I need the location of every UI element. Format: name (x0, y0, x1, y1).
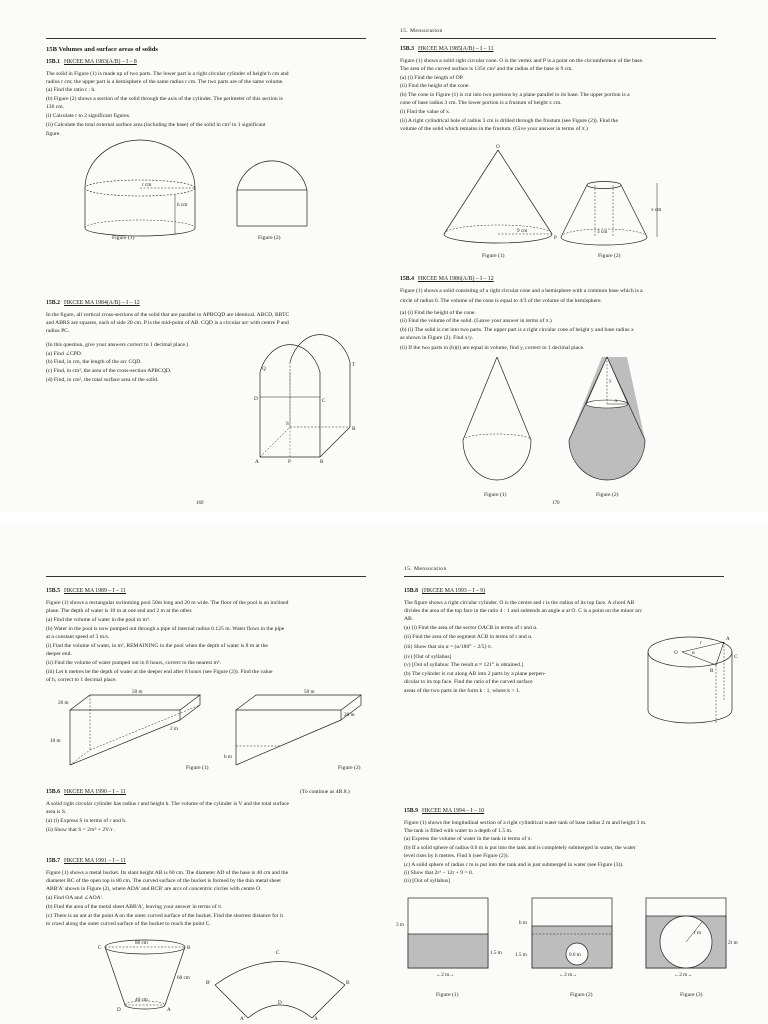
label-deep: 10 m (50, 738, 61, 744)
text-line: divides the area of the top face in the ratio 4 : 1 and subtends an angle α at O. C is a point on the minor arc (404, 608, 643, 614)
text-line: (b) Figure (2) shows a section of the solid through the axis of the cylinder. The perimeter of this section is (46, 96, 283, 102)
question-source: (HKCEE MA 1993 – I – 9) (422, 588, 486, 594)
text-line: of h, correct to 1 decimal place. (46, 677, 117, 683)
text-line: to crawl along the outer curved surface of the bucket to reach the point C. (46, 921, 211, 927)
label-C2: C (276, 950, 280, 956)
question-heading (46, 59, 137, 65)
question-heading (46, 858, 126, 864)
label-width: 20 m (344, 712, 355, 718)
top-rule (46, 576, 366, 577)
page-171 (0, 522, 384, 1024)
label-C: C (734, 654, 738, 660)
running-head: 15. Mensuration (400, 28, 443, 34)
label-B2: B (346, 980, 350, 986)
text-line: (b) If a solid sphere of radius 0.6 m is put into the tank and is completely submerged in water, the water (404, 845, 636, 851)
text-line: (c) Find, in cm², the area of the cross-section APBCQD. (46, 368, 172, 374)
label-length: 50 m (304, 689, 315, 695)
label-B: B (710, 668, 714, 674)
label-T: T (352, 362, 356, 368)
text-line: (ii) Find the area of the segment ACB in terms of r and α. (404, 634, 533, 640)
label-depth: 1.5 m (515, 952, 527, 958)
continuation-note: (To continue as 4B.8.) (300, 789, 350, 795)
question-heading (46, 588, 126, 594)
question-heading (400, 276, 494, 282)
tank-figure-3 (636, 894, 741, 979)
text-line: dicular to its top face. Find the ratio of the curved surface (404, 679, 533, 685)
question-number: 15B.9 (404, 808, 419, 814)
figure-3-caption: Figure (3) (680, 992, 703, 998)
label-depth: 1.5 m (490, 950, 502, 956)
page-170 (384, 0, 768, 512)
text-line: circle of radius 6. The volume of the cone is equal to 4/3 of the volume of the hemisphere. (400, 298, 602, 304)
question-source: HKCEE MA 1984(A/B) – I – 12 (64, 300, 140, 306)
text-line: radius PC. (46, 328, 70, 334)
text-line: (d) Find, in cm², the total surface area of the solid. (46, 377, 159, 383)
text-line: diameter BC of the open top is 80 cm. The curved surface of the bucket is formed by the thin metal sheet (46, 878, 281, 884)
figure-2-caption: Figure (2) (596, 492, 619, 498)
figure-1-caption: Figure (1) (112, 235, 135, 241)
label-top-diameter: 80 cm (135, 940, 148, 946)
label-A: A (255, 459, 259, 465)
text-line: Figure (1) shows the longitudinal section of a right cylindrical water tank of base radius 2 m and height 3 m. (404, 820, 647, 826)
label-B: B (320, 459, 324, 465)
text-line: plane. The depth of water is 10 m at one end and 2 m at the other. (46, 608, 193, 614)
question-heading (404, 808, 484, 814)
figure-1-caption: Figure (1) (186, 765, 209, 771)
question-source: HKCEE MA 1986(A/B) – I – 12 (418, 276, 494, 282)
text-line: The tank is filled with water to a depth of 1.5 m. (404, 828, 513, 834)
label-A: A (726, 636, 730, 642)
figure-2-caption: Figure (2) (598, 253, 621, 259)
label-length: 50 m (132, 689, 143, 695)
label-radius: 9 cm (517, 228, 528, 234)
label-h: h cm (177, 202, 188, 208)
label-r: r (700, 640, 702, 646)
label-A-prime: A' (240, 1016, 245, 1022)
label-A: A (167, 1007, 171, 1013)
label-base-diameter: 40 cm (135, 997, 148, 1003)
label-O: O (674, 650, 678, 656)
text-line: radius r cm; the upper part is a hemisphere of the same radius r cm. The two parts are of the same volume. (46, 79, 284, 85)
label-S: S (286, 421, 289, 427)
text-line: figure. (46, 131, 61, 137)
text-line: The figure shows a right circular cylinder. O is the centre and r is the radius of its top face. A chord AB (404, 600, 635, 606)
label-Q: Q (262, 366, 266, 372)
top-rule (46, 38, 366, 39)
pool-figure-1 (50, 690, 210, 770)
figure-1-caption: Figure (1) (482, 253, 505, 259)
text-line: (In this question, give your answers correct to 1 decimal place.) (46, 342, 189, 348)
text-line: (i) Find the volume of water, in m², REMAINING in the pool when the depth of water is 8 m at the (46, 643, 268, 649)
label-h: h m (224, 754, 232, 760)
label-shallow: 2 m (170, 726, 178, 732)
label-sphere: 0.6 m (569, 952, 581, 958)
label-slant: 60 cm (177, 975, 190, 981)
text-line: (ii) Find the height of the cone. (400, 83, 470, 89)
text-line: Figure (1) shows a rectangular swimming pool 50m long and 20 m wide. The floor of the pool is an inclined (46, 600, 289, 606)
figure-1-caption: Figure (1) (484, 492, 507, 498)
text-line: (a) (i) Find the height of the cone. (400, 310, 476, 316)
tank-figure-1 (398, 894, 503, 979)
label-O: O (496, 144, 500, 150)
question-number: 15B.5 (46, 588, 61, 594)
page-number: 170 (552, 501, 560, 506)
text-line: (c) A solid sphere of radius r m is put into the tank and is just submerged in water (see Figure (3)). (404, 862, 624, 868)
question-heading (404, 588, 485, 594)
label-B-prime: B' (206, 980, 211, 986)
text-line: (a) Find the ratio r : h. (46, 87, 96, 93)
top-rule (404, 576, 724, 577)
section-title: 15B Volumes and surface areas of solids (46, 46, 158, 53)
question-number: 15B.4 (400, 276, 415, 282)
question-number: 15B.3 (400, 46, 415, 52)
text-line: (ii) If the two parts in (b)(i) are equal in volume, find y, correct to 1 decimal place. (400, 345, 585, 351)
page-172 (384, 522, 768, 1024)
text-line: (b) The cone in Figure (1) is cut into two portions by a plane parallel to its base. The upper portion is a (400, 92, 630, 98)
label-width: ←2 m→ (559, 972, 578, 978)
text-line: (ii) Find the volume of the solid. (Leave your answer in terms of π.) (400, 318, 552, 324)
label-r: r cm (142, 182, 152, 188)
text-line: (c) There is an ant at the point A on the outer curved surface of the bucket. Find the shortest distance for it (46, 913, 284, 919)
label-D: D (117, 1007, 121, 1013)
text-line: (v) [Out of syllabus: The result α ≈ 121° is obtained.] (404, 662, 524, 668)
cylinder-chord-figure (642, 630, 742, 725)
text-line: (ii) A right cylindrical hole of radius 3 cm is drilled through the frustum (see Figure (2)). Find the (400, 118, 618, 124)
text-line: 136 cm. (46, 104, 65, 110)
text-line: level rises by h metres. Find h (see Figure (2)). (404, 853, 509, 859)
label-alpha: α (692, 650, 695, 656)
label-C: C (98, 945, 102, 951)
text-line: AB. (404, 616, 414, 622)
label-P: P (288, 459, 291, 465)
text-line: (a) Find the volume of water in the pool in m³. (46, 617, 151, 623)
label-width: ←2 m→ (436, 972, 455, 978)
label-y: y (609, 378, 612, 384)
text-line: areas of the two parts in the form k : 1, where k > 1. (404, 688, 521, 694)
text-line: (a) Find ∠CPD. (46, 351, 83, 357)
label-x: x (615, 398, 618, 404)
text-line: (ii) Calculate the total external surface area (including the base) of the solid in cm² to 1 significant (46, 122, 266, 128)
text-line: Figure (1) shows a solid right circular cone. O is the vertex and P is a point on the circumference of the base. (400, 58, 644, 64)
question-source: HKCEE MA 1983(A/B) – I – 8 (64, 59, 137, 65)
label-B: B (187, 945, 191, 951)
label-h: h m (519, 920, 527, 926)
cone-hemisphere-figure-2 (569, 352, 664, 487)
cone-hemisphere-figure-1 (459, 352, 539, 487)
label-height: 3 m (396, 922, 404, 928)
text-line: (a) (i) Find the area of the sector OACB in terms of r and α. (404, 625, 538, 631)
question-source: HKCEE MA 1994 – I – 10 (422, 808, 485, 814)
text-line: (iii) Let h metres be the depth of water at the deeper end after 8 hours (see Figure (2)). Find the value (46, 669, 273, 675)
question-heading (46, 300, 140, 306)
question-source: HKCEE MA 1985(A/B) – I – 11 (418, 46, 494, 52)
label-width: 20 m (58, 700, 69, 706)
question-number: 15B.2 (46, 300, 61, 306)
label-hole-radius: 3 cm (597, 229, 608, 235)
label-R: R (352, 426, 356, 432)
text-line: (ii) Find the volume of water pumped out in 8 hours, correct to the nearest m³. (46, 660, 221, 666)
text-line: A solid right circular cylinder has radius r and height h. The volume of the cylinder is V and the total surface (46, 801, 289, 807)
page-gutter (0, 512, 768, 522)
text-line: area is S. (46, 809, 67, 815)
question-source: HKCEE MA 1991 – I – 11 (64, 858, 126, 864)
text-line: (b) Find the area of the metal sheet ABB'A', leaving your answer in terms of π. (46, 904, 223, 910)
text-line: Figure (1) shows a metal bucket. Its slant height AB is 60 cm. The diameter AD of the base is 40 cm and the (46, 870, 289, 876)
text-line: Figure (1) shows a solid consisting of a right circular cone and a hemisphere with a common base which is a (400, 288, 643, 294)
text-line: at a constant speed of 3 m/s. (46, 634, 110, 640)
text-line: The solid in Figure (1) is made up of two parts. The lower part is a right circular cylinder of height h cm and (46, 71, 289, 77)
label-r: r m (694, 930, 702, 936)
tank-figure-2 (517, 894, 622, 979)
question-number: 15B.7 (46, 858, 61, 864)
label-x: x cm (651, 207, 662, 213)
question-number: 15B.8 (404, 588, 419, 594)
question-number: 15B.1 (46, 59, 61, 65)
hemisphere-section-figure-2 (235, 150, 310, 230)
text-line: (i) Show that 2r³ − 12r + 9 = 0. (404, 870, 474, 876)
text-line: and ABRS are squares, each of side 20 cm. P is the mid-point of AB. CQD is a circular arc with centre P and (46, 320, 289, 326)
text-line: (b) (i) The solid is cut into two parts. The upper part is a right circular cone of height y and base radius x (400, 327, 634, 333)
pool-figure-2 (226, 690, 366, 770)
figure-2-caption: Figure (2) (570, 992, 593, 998)
text-line: (iii) Show that sin α = (α/180° − 2/5) π. (404, 644, 493, 650)
label-D2: D (278, 1000, 282, 1006)
running-head: 15. Mensuration (404, 566, 447, 572)
question-source: HKCEE MA 1989 – I – 11 (64, 588, 126, 594)
label-2r: 2r m (728, 940, 738, 946)
text-line: (a) (i) Find the length of OP. (400, 75, 464, 81)
label-width: ←2 m→ (674, 972, 693, 978)
page-169 (0, 0, 384, 512)
figure-2-caption: Figure (2) (338, 765, 361, 771)
frustum-figure-2 (559, 175, 669, 255)
page-number: 169 (196, 501, 204, 506)
text-line: (b) Water in the pool is now pumped out through a pipe of internal radius 0.125 m. Water flows in the pipe (46, 626, 285, 632)
text-line: deeper end. (46, 651, 72, 657)
text-line: (i) Find the value of x. (400, 109, 451, 115)
text-line: volume of the solid which remains in the frustum. (Give your answer in terms of π.) (400, 126, 588, 132)
bucket-net-figure-2 (206, 940, 350, 1022)
label-P: P (554, 235, 557, 241)
text-line: (i) Calculate r to 2 significant figures. (46, 113, 131, 119)
text-line: (b) Find, in cm, the length of the arc CQD. (46, 359, 142, 365)
text-line: ABB'A' shown in Figure (2), where ADA' and BCB' are arcs of concentric circles with centre O. (46, 886, 262, 892)
figure-2-caption: Figure (2) (258, 235, 281, 241)
question-heading (400, 46, 493, 52)
text-line: (a) Express the volume of water in the tank in terms of π. (404, 836, 532, 842)
question-number: 15B.6 (46, 789, 61, 795)
text-line: The area of the curved surface is 135π cm² and the radius of the base is 9 cm. (400, 66, 573, 72)
text-line: as shown in Figure (2). Find x/y. (400, 335, 473, 341)
question-heading (46, 789, 126, 795)
text-line: (b) The cylinder is cut along AB into 2 parts by a plane perpen- (404, 671, 546, 677)
text-line: In the figure, all vertical cross-sections of the solid that are parallel to APBCQD are identical. ABCD, BRTC (46, 312, 290, 318)
question-source: HKCEE MA 1990 – I – 11 (64, 789, 126, 795)
text-line: (ii) Show that S = 2πr² + 2V/r . (46, 827, 116, 833)
text-line: cone of base radius 3 cm. The lower portion is a frustum of height x cm. (400, 100, 562, 106)
arched-prism-figure (250, 312, 370, 465)
cone-figure-1 (439, 140, 559, 250)
hemisphere-cylinder-figure-1 (80, 140, 200, 230)
text-line: (a) (i) Express S in terms of r and h. (46, 818, 127, 824)
text-line: (ii) [Out of syllabus] (404, 878, 451, 884)
bucket-figure-1 (95, 935, 205, 1015)
text-line: (a) Find OA and ∠AOA'. (46, 895, 104, 901)
top-rule (400, 38, 716, 39)
label-D: D (254, 396, 258, 402)
label-C: C (322, 398, 326, 404)
label-A2: A (314, 1016, 318, 1022)
text-line: (iv) [Out of syllabus] (404, 654, 452, 660)
figure-1-caption: Figure (1) (436, 992, 459, 998)
